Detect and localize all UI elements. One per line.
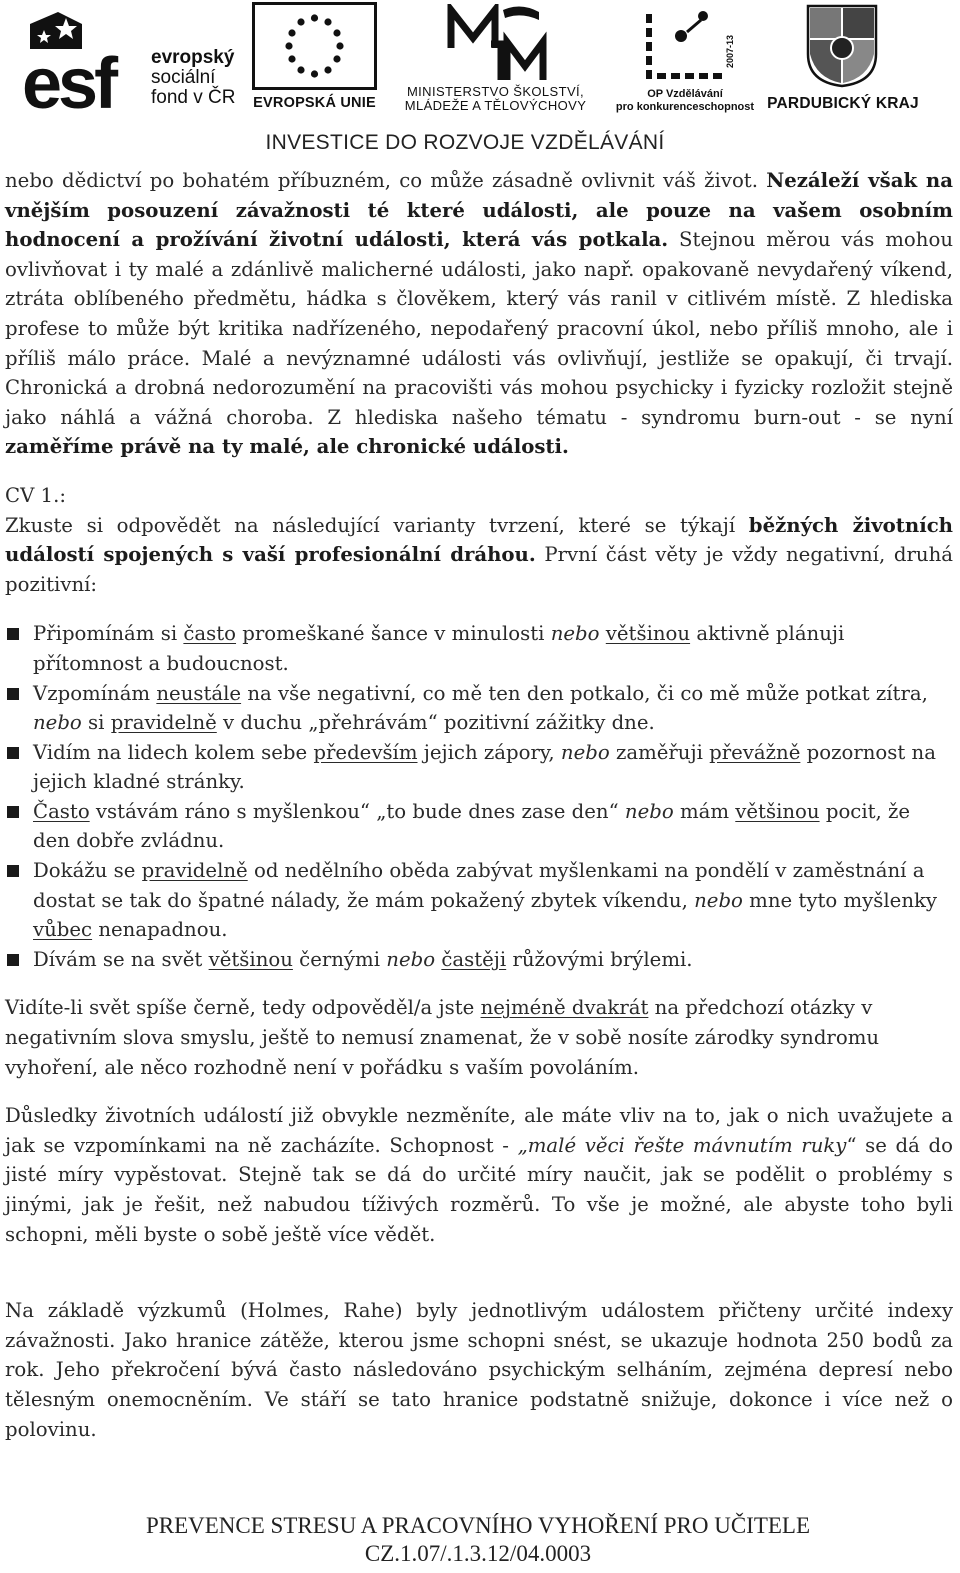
opvk-label — [615, 88, 755, 114]
research-paragraph: Na základě výzkumů (Holmes, Rahe) byly jednotlivým událostem přičteny určité indexy závažnosti. Jako hranice zátěže, kterou jsme schopni snést, se ukazuje hodnota 250 bodů za rok. Jeho překročení bývá často následováno psychickým selháním, zejména depresí nebo tělesným onemocněním. Ve stáří se tato hranice podstatně snižuje, dokonce i více než o polovinu. — [5, 1299, 953, 1441]
italic-word: nebo — [550, 622, 600, 646]
underlined-word: pravidelně — [141, 859, 248, 883]
underlined-word: většinou — [208, 947, 293, 971]
esf-logo-text — [151, 48, 235, 108]
spacer — [5, 1249, 953, 1296]
page-footer — [0, 1512, 956, 1568]
opvk-line-2: pro konkurenceschopnost — [615, 101, 755, 113]
statement-list — [5, 619, 953, 974]
intro-bold-1: Nezáleží však na vnějším posouzení závažnosti té které události, ale pouze na vašem osobním hodnocení a prožívání životní události, která vás potkala. — [5, 169, 954, 252]
intro-paragraph — [5, 166, 953, 462]
italic-word: nebo — [560, 740, 610, 764]
underlined-word: většinou — [735, 799, 820, 823]
intro-text-2: Stejnou měrou vás mohou ovlivňovat i ty malé a zdánlivě malicherné události, jako např. opakovaně nevydařený víkend, ztráta oblíbeného předmětu, hádka s člověkem, který vás ranil v citlivém místě. Z hlediska profese to může být kritika nadřízeného, nepodařený pracovní úkol, nebo příliš mnoho, ale i příliš málo práce. Malé a nevýznamné události vás ovlivňují, jestliže se opakují, či trvají. Chronická a drobná nedorozumění na pracovišti vás mohou psychicky i fyzicky rozložit stejně jako náhlá a vážná choroba. Z hlediska našeho tématu - syndromu burn-out - se nyní — [5, 228, 954, 429]
result-paragraph: Vidíte-li svět spíše černě, tedy odpověděl/a jste nejméně dvakrát na předchozí otázky v negativním slova smyslu, ještě to nemusí znamenat, že v sobě nosíte zárodky syndromu vyhoření, ale něco rozhodně není v pořádku s vaším povoláním. — [5, 996, 880, 1079]
msmt-label — [388, 85, 603, 113]
intro-bold-2: zaměříme právě na ty malé, ale chronické události. — [5, 435, 569, 459]
coat-of-arms-icon — [806, 4, 878, 88]
opvk-years: 2007-13 — [725, 34, 735, 68]
underlined-word: často — [183, 622, 237, 646]
list-item: Dívám se na svět většinou černými nebo častěji růžovými brýlemi. — [5, 945, 953, 975]
exercise-bold: běžných životních událostí spojených s vaší profesionální dráhou. — [5, 513, 953, 567]
italic-word: nebo — [33, 711, 82, 735]
square-bullet-icon — [7, 688, 19, 700]
esf-line-1: evropský — [151, 47, 235, 68]
underlined-word: pravidelně — [110, 711, 217, 735]
square-bullet-icon — [7, 865, 19, 877]
footer-project-code: CZ.1.07/.1.3.12/04.0003 — [364, 1541, 592, 1566]
list-item: Často vstávám ráno s myšlenkou“ „to bude dnes zase den“ nebo mám většinou pocit, že den dobře zvládnu. — [5, 797, 953, 856]
square-bullet-icon — [7, 628, 19, 640]
italic-quote: „malé věci řešte mávnutím ruky — [517, 1133, 847, 1157]
list-item: Vidím na lidech kolem sebe především jejich zápory, nebo zaměřuji převážně pozornost na jejich kladné stránky. — [5, 738, 953, 797]
underlined-word: neustále — [156, 681, 242, 705]
esf-line-3: fond v ČR — [151, 87, 236, 108]
intro-text-1: nebo dědictví po bohatém příbuzném, co může zásadně ovlivnit váš život. — [5, 169, 767, 192]
spacer — [5, 1082, 953, 1101]
eu-label: EVROPSKÁ UNIE — [253, 95, 376, 111]
tagline: INVESTICE DO ROZVOJE VZDĚLÁVÁNÍ — [265, 131, 665, 154]
list-item: Dokážu se pravidelně od nedělního oběda zabývat myšlenkami na pondělí v zaměstnání a dostat se tak do špatné nálady, že mám pokažený zbytek víkendu, nebo mne tyto myšlenky vůbec nenapadnou. — [5, 856, 953, 945]
exercise-text-1: Zkuste si odpovědět na následující varianty tvrzení, které se týkají — [5, 513, 749, 537]
exercise-instructions — [5, 511, 953, 600]
underlined-word: Často — [33, 799, 90, 823]
region-label: PARDUBICKÝ KRAJ — [767, 95, 919, 112]
italic-word: nebo — [624, 799, 674, 823]
list-item: Vzpomínám neustále na vše negativní, co mě ten den potkalo, či co mě může potkat zítra, nebo si pravidelně v duchu „přehrávám“ pozitivní zážitky dne. — [5, 679, 953, 738]
svg-text:esf: esf — [22, 44, 115, 112]
underlined-word: častěji — [441, 947, 507, 971]
list-item: Připomínám si často promeškané šance v minulosti nebo většinou aktivně plánuji přítomnost a budoucnost. — [5, 619, 953, 678]
opvk-logo — [615, 4, 755, 116]
underlined-word: většinou — [605, 622, 691, 646]
consequences-paragraph: Důsledky životních událostí již obvykle nezměníte, ale máte vliv na to, jak o nich uvažujete a jak se vzpomínkami na ně zacházíte. Schopnost - „malé věci řešte mávnutím ruky“ se dá do jisté míry vypěstovat. Stejně tak se dá do určité míry naučit, jak se podělit o problémy s jinými, jak je řešit, než nabudou tíživých rozměrů. To vše je možné, ale abyste toho byli schopni, měli byste o sobě ještě více vědět. — [5, 1104, 953, 1246]
document-body — [5, 166, 953, 1444]
underlined-word: vůbec — [33, 918, 93, 942]
underlined-word: především — [313, 740, 418, 764]
opvk-line-1: OP Vzdělávání — [647, 88, 723, 100]
spacer — [5, 462, 953, 481]
square-bullet-icon — [7, 806, 19, 818]
msmt-line-2: MLÁDEŽE A TĚLOVÝCHOVY — [404, 98, 587, 113]
eu-flag-icon — [252, 2, 377, 90]
msmt-line-1: MINISTERSTVO ŠKOLSTVÍ, — [406, 84, 585, 99]
esf-line-2: sociální — [151, 67, 216, 88]
eu-logo — [252, 2, 377, 114]
opvk-mark-icon — [641, 4, 741, 84]
square-bullet-icon — [7, 747, 19, 759]
underlined-word: převážně — [709, 740, 801, 764]
pardubicky-kraj-logo — [762, 4, 924, 116]
footer-title: PREVENCE STRESU A PRACOVNÍHO VYHOŘENÍ PRO UČITELE — [145, 1513, 811, 1538]
exercise-label: CV 1.: — [5, 483, 66, 507]
msmt-logo — [388, 4, 603, 116]
underlined-phrase: nejméně dvakrát — [480, 996, 649, 1020]
italic-word: nebo — [694, 888, 743, 912]
italic-word: nebo — [386, 947, 436, 971]
esf-logo-mark — [22, 4, 144, 112]
logo-band — [0, 0, 960, 160]
square-bullet-icon — [7, 954, 19, 966]
exercise-text-2: První část věty je vždy negativní, druhá pozitivní: — [5, 543, 953, 596]
msmt-mark-icon — [443, 4, 553, 84]
